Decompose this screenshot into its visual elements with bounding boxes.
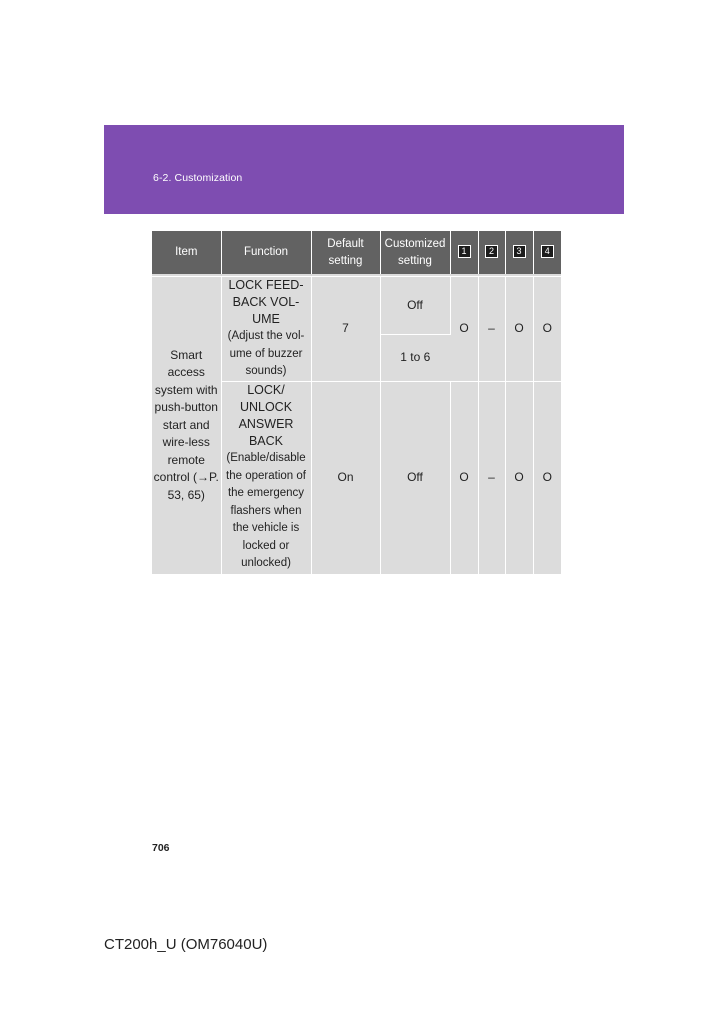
table-header-row (152, 231, 561, 274)
col-header-function: Function (221, 231, 311, 274)
default-setting: 7 (311, 277, 380, 382)
function-title: LOCK FEED-BACK VOL-UME (228, 278, 304, 326)
badge-2: 2 (485, 245, 498, 258)
badge-3: 3 (513, 245, 526, 258)
mark-cell-1: O (450, 381, 478, 574)
function-desc: (Enable/disable the operation of the emergency flashers when the vehicle is locked or unlocked) (226, 452, 306, 570)
function-cell-answer-back (221, 381, 311, 574)
mark-cell-1: O (450, 277, 478, 382)
customized-setting: Off (380, 277, 450, 335)
mark-cell-2: – (478, 277, 505, 382)
mark-cell-3: O (505, 277, 533, 382)
col-header-item: Item (152, 231, 221, 274)
function-cell-lock-feedback (221, 277, 311, 382)
customized-setting: Off (380, 381, 450, 574)
section-title: 6-2. Customization (153, 172, 243, 184)
col-header-default: Default setting (311, 231, 380, 274)
badge-4: 4 (541, 245, 554, 258)
col-header-4 (533, 231, 561, 274)
col-header-1 (450, 231, 478, 274)
mark-cell-4: O (533, 381, 561, 574)
col-header-2 (478, 231, 505, 274)
mark-cell-4: O (533, 277, 561, 382)
col-header-customized: Customized setting (380, 231, 450, 274)
default-setting: On (311, 381, 380, 574)
table-row (152, 277, 561, 335)
function-title: LOCK/ UNLOCK ANSWER BACK (238, 383, 294, 449)
mark-cell-2: – (478, 381, 505, 574)
page-number: 706 (152, 842, 170, 854)
mark-cell-3: O (505, 381, 533, 574)
document-code: CT200h_U (OM76040U) (104, 936, 268, 953)
col-header-3 (505, 231, 533, 274)
section-header-band (104, 125, 624, 214)
function-desc: (Adjust the vol-ume of buzzer sounds) (227, 330, 305, 377)
customization-table (152, 231, 561, 575)
item-cell: Smart access system with push-button start and wire-less remote control (→P. 53, 65) (152, 277, 221, 575)
customized-setting: 1 to 6 (380, 334, 450, 381)
badge-1: 1 (458, 245, 471, 258)
